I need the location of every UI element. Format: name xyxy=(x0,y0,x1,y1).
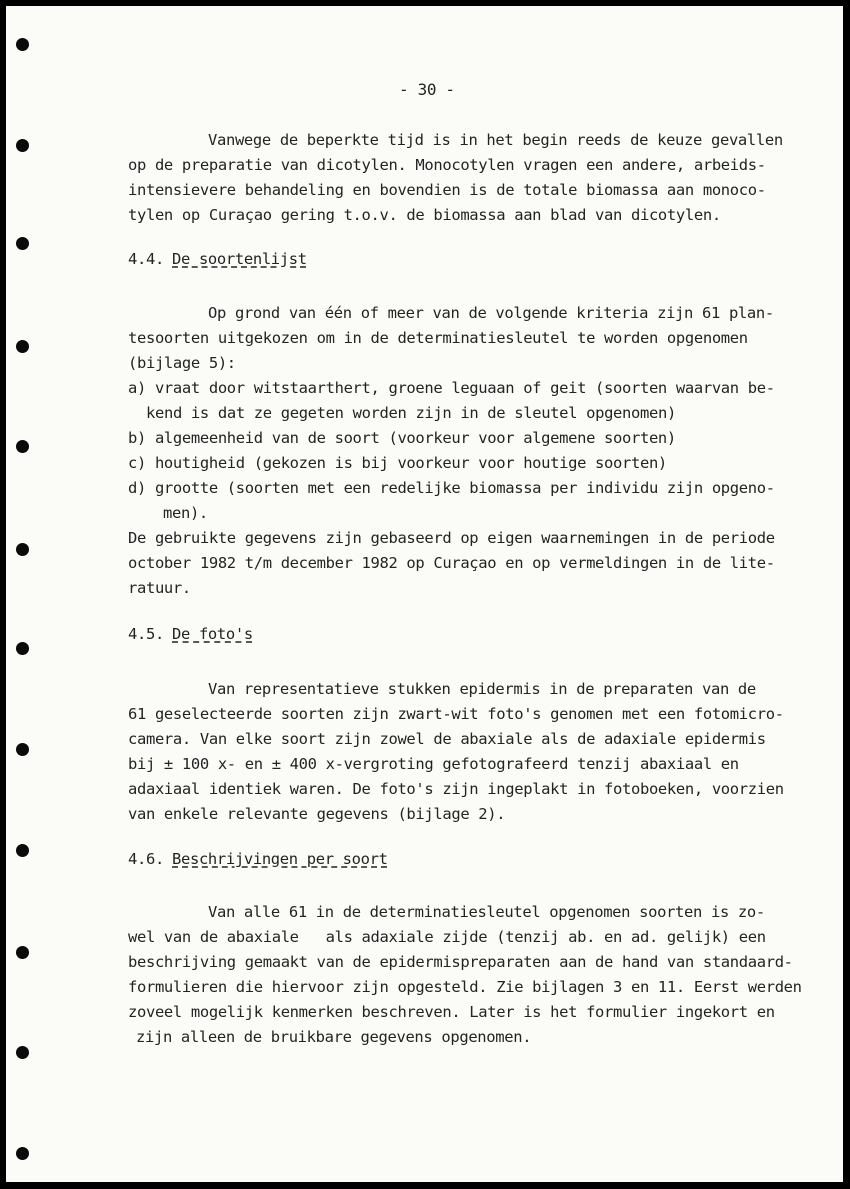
body-line: zoveel mogelijk kenmerken beschreven. Later is het formulier ingekort en xyxy=(128,1003,775,1021)
binder-hole xyxy=(16,340,29,353)
binder-hole xyxy=(16,38,29,51)
body-line: formulieren die hiervoor zijn opgesteld. Zie bijlagen 3 en 11. Eerst werden xyxy=(128,978,802,996)
binder-hole xyxy=(16,139,29,152)
binder-hole xyxy=(16,743,29,756)
binder-hole xyxy=(16,946,29,959)
intro-line: tylen op Curaçao gering t.o.v. de biomassa aan blad van dicotylen. xyxy=(128,206,721,224)
list-item: b) algemeenheid van de soort (voorkeur voor algemene soorten) xyxy=(128,429,676,447)
binder-hole xyxy=(16,237,29,250)
intro-line: Vanwege de beperkte tijd is in het begin reeds de keuze gevallen xyxy=(208,131,783,149)
body-line: zijn alleen de bruikbare gegevens opgenomen. xyxy=(136,1028,532,1046)
binder-hole xyxy=(16,844,29,857)
body-line: camera. Van elke soort zijn zowel de abaxiale als de adaxiale epidermis xyxy=(128,730,766,748)
body-line: tesoorten uitgekozen om in de determinatiesleutel te worden opgenomen xyxy=(128,329,748,347)
list-item-continuation: kend is dat ze gegeten worden zijn in de sleutel opgenomen) xyxy=(146,404,676,422)
body-line: Van representatieve stukken epidermis in de preparaten van de xyxy=(208,680,756,698)
list-item: d) grootte (soorten met een redelijke biomassa per individu zijn opgeno- xyxy=(128,479,775,497)
list-item: a) vraat door witstaarthert, groene leguaan of geit (soorten waarvan be- xyxy=(128,379,775,397)
intro-line: op de preparatie van dicotylen. Monocotylen vragen een andere, arbeids- xyxy=(128,156,766,174)
body-line: 61 geselecteerde soorten zijn zwart-wit foto's genomen met een fotomicro- xyxy=(128,705,784,723)
list-item: c) houtigheid (gekozen is bij voorkeur voor houtige soorten) xyxy=(128,454,667,472)
body-line: ratuur. xyxy=(128,579,191,597)
body-line: (bijlage 5): xyxy=(128,354,236,372)
body-line: october 1982 t/m december 1982 op Curaçao en op vermeldingen in de lite- xyxy=(128,554,775,572)
section-number: 4.4. xyxy=(128,250,164,268)
list-item-continuation: men). xyxy=(163,504,208,522)
body-line: van enkele relevante gegevens (bijlage 2). xyxy=(128,805,506,823)
document-page xyxy=(6,6,843,1182)
binder-hole xyxy=(16,1147,29,1160)
body-line: bij ± 100 x- en ± 400 x-vergroting gefotografeerd tenzij abaxiaal en xyxy=(128,755,739,773)
binder-hole xyxy=(16,642,29,655)
body-line: wel van de abaxiale als adaxiale zijde (tenzij ab. en ad. gelijk) een xyxy=(128,928,766,946)
body-line: beschrijving gemaakt van de epidermispreparaten aan de hand van standaard- xyxy=(128,953,793,971)
section-heading: Beschrijvingen per soort xyxy=(172,850,388,868)
section-heading: De foto's xyxy=(172,625,253,643)
body-line: adaxiaal identiek waren. De foto's zijn ingeplakt in fotoboeken, voorzien xyxy=(128,780,784,798)
section-number: 4.5. xyxy=(128,625,164,643)
binder-hole xyxy=(16,543,29,556)
body-line: Van alle 61 in de determinatiesleutel opgenomen soorten is zo- xyxy=(208,903,765,921)
intro-line: intensievere behandeling en bovendien is de totale biomassa aan monoco- xyxy=(128,181,766,199)
binder-hole xyxy=(16,440,29,453)
binder-hole xyxy=(16,1046,29,1059)
body-line: Op grond van één of meer van de volgende kriteria zijn 61 plan- xyxy=(208,304,774,322)
section-number: 4.6. xyxy=(128,850,164,868)
body-line: De gebruikte gegevens zijn gebaseerd op eigen waarnemingen in de periode xyxy=(128,529,775,547)
page-number: - 30 - xyxy=(399,80,455,99)
section-heading: De soortenlijst xyxy=(172,250,307,268)
